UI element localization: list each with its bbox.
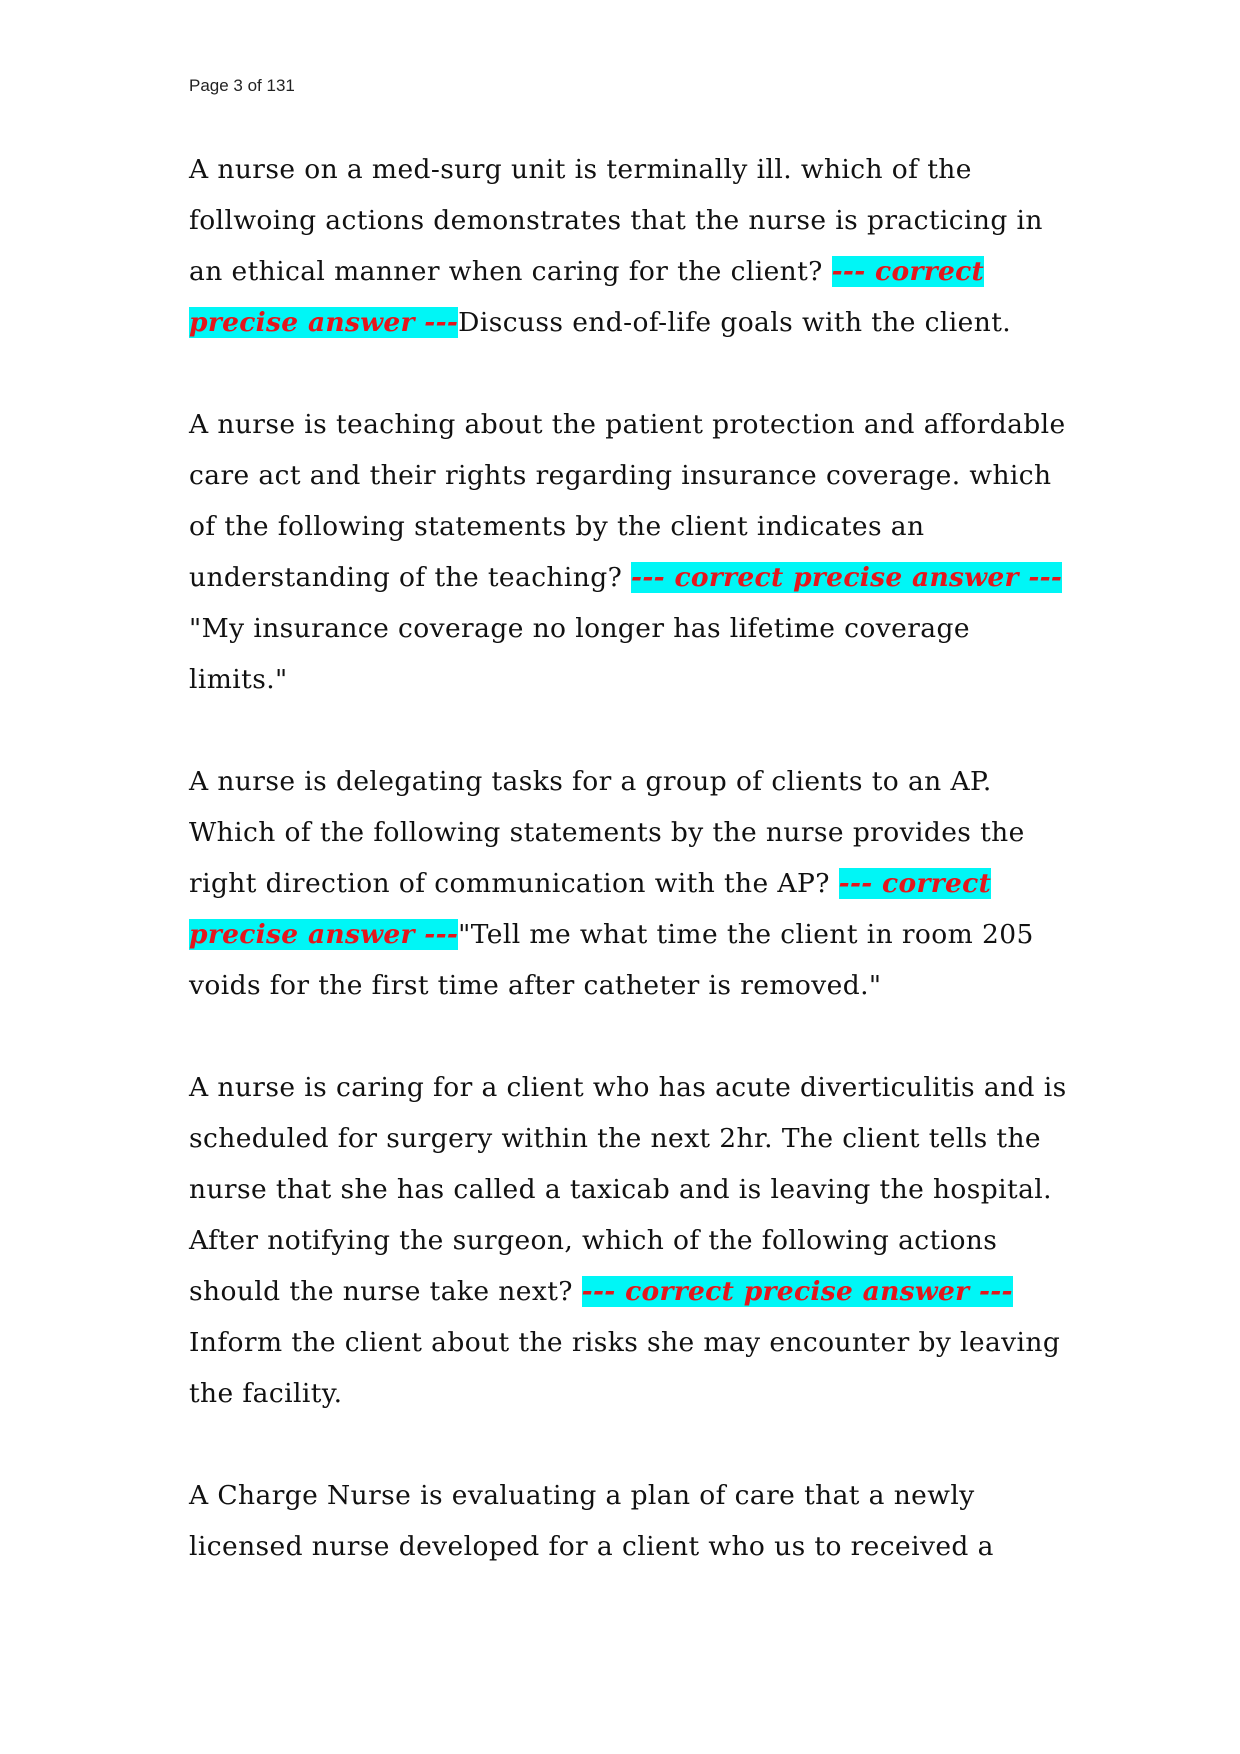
page-number: Page 3 of 131 [189,76,295,95]
question-text: A nurse is teaching about the patient protection and affordable care act and their rights regarding insurance coverage. which of the following statements by the client indicates an understanding of the teaching? [189,409,1066,593]
answer-text: Inform the client about the risks she may encounter by leaving the facility. [189,1327,1061,1409]
qa-item-5 [189,1470,1069,1572]
document-body [189,144,1069,1623]
qa-item-4 [189,1062,1069,1419]
answer-text: "Tell me what time the client in room 205 voids for the first time after catheter is removed." [189,919,1034,1001]
question-text: A nurse is delegating tasks for a group of clients to an AP. Which of the following statements by the nurse provides the right direction of communication with the AP? [189,766,1025,899]
answer-text: "My insurance coverage no longer has lifetime coverage limits." [189,613,970,695]
qa-item-2 [189,399,1069,705]
question-text: A nurse is caring for a client who has acute diverticulitis and is scheduled for surgery within the next 2hr. The client tells the nurse that she has called a taxicab and is leaving the hospital. After notifying the surgeon, which of the following actions should the nurse take next? [189,1072,1067,1307]
answer-tag: --- correct precise answer --- [631,562,1063,593]
answer-tag: --- correct precise answer --- [581,1276,1013,1307]
qa-item-1 [189,144,1069,348]
answer-text: Discuss end-of-life goals with the client. [458,307,1012,338]
question-text: A Charge Nurse is evaluating a plan of care that a newly licensed nurse developed for a client who us to received a [189,1480,994,1562]
qa-item-3 [189,756,1069,1011]
question-text: A nurse on a med-surg unit is terminally ill. which of the follwoing actions demonstrates that the nurse is practicing in an ethical manner when caring for the client? [189,154,1043,287]
answer-tag: --- correct precise answer --- [189,256,985,338]
answer-tag: --- correct precise answer --- [189,868,992,950]
